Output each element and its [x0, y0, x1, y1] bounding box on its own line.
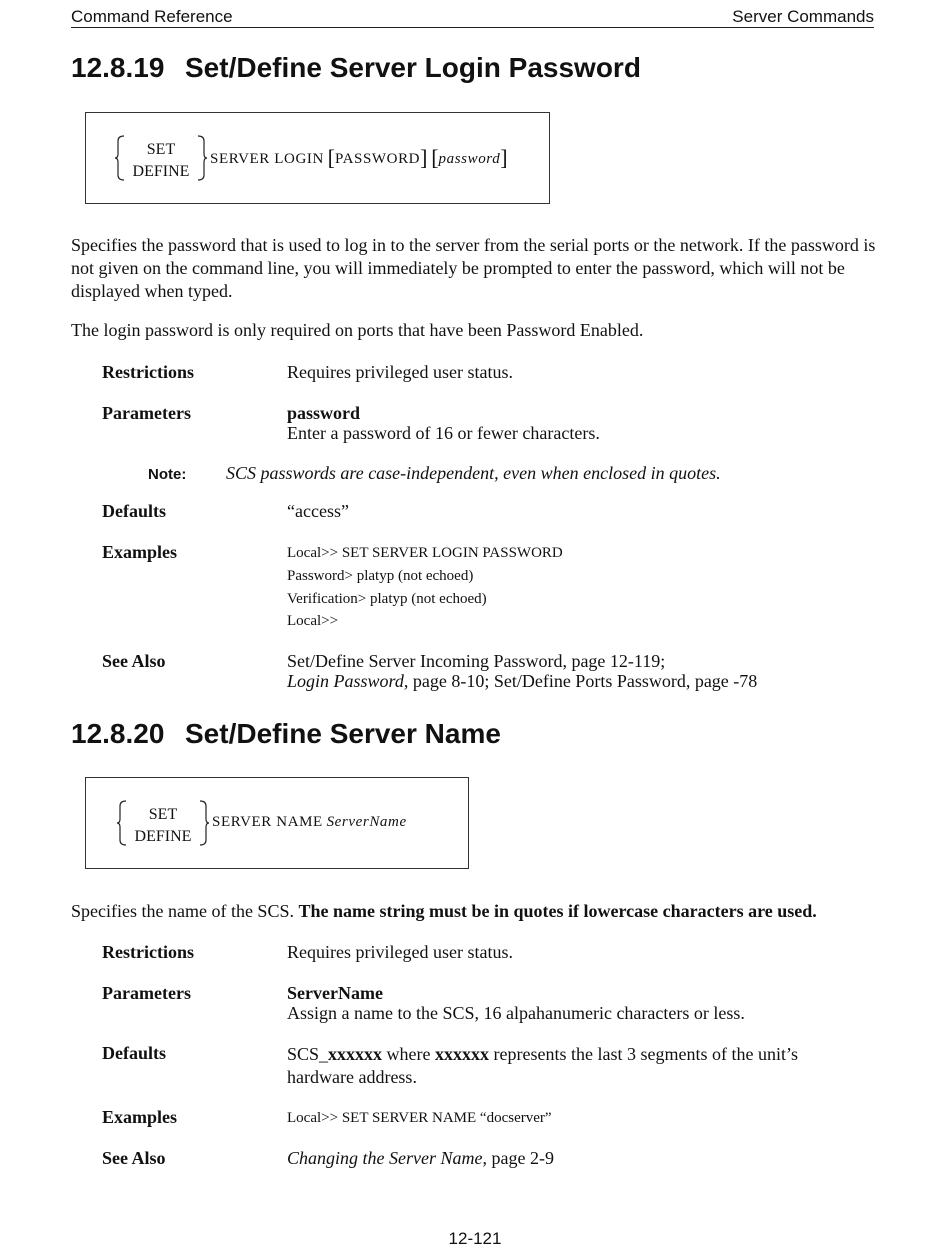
command-text: SERVER LOGIN: [210, 151, 324, 167]
right-brace-icon: [196, 135, 208, 181]
description-paragraph: Specifies the password that is used to log in to the server from the serial ports or the network. If the password is not given on the command line, you will immediately be prompted to enter the password, which will not be displayed when typed.: [71, 235, 876, 301]
section-number: 12.8.19: [71, 52, 165, 83]
keyword-define: DEFINE: [132, 163, 190, 180]
header-left: Command Reference: [71, 7, 233, 26]
example-line: Local>>: [287, 613, 339, 629]
syntax-box: [85, 112, 550, 204]
parameter-name: ServerName: [287, 983, 383, 1003]
see-also-title: Login Password: [287, 671, 404, 691]
section-title: Set/Define Server Login Password: [185, 52, 641, 83]
parameters-block: [287, 403, 867, 443]
restrictions-label: Restrictions: [102, 942, 194, 962]
parameters-block: [287, 983, 867, 1023]
parameter-description: Enter a password of 16 or fewer characters.: [287, 423, 600, 443]
command-text: SERVER NAME: [212, 814, 323, 830]
keyword-set: SET: [148, 806, 178, 823]
argument-servername: ServerName: [326, 814, 407, 830]
syntax-command: [212, 814, 407, 831]
section-number: 12.8.20: [71, 718, 165, 749]
see-also-reference: Set/Define Server Incoming Password, page 12-119;: [287, 651, 666, 671]
emphasis-text: The name string must be in quotes if lowercase characters are used.: [298, 901, 817, 921]
section-heading: [71, 52, 641, 84]
option-password-keyword: PASSWORD: [335, 151, 421, 167]
restrictions-text: Requires privileged user status.: [287, 362, 513, 382]
parameters-label: Parameters: [102, 403, 191, 423]
restrictions-label: Restrictions: [102, 362, 194, 382]
note-label: Note:: [148, 466, 187, 483]
parameters-label: Parameters: [102, 983, 191, 1003]
example-line: Password> platyp (not echoed): [287, 568, 474, 584]
examples-label: Examples: [102, 1107, 178, 1127]
keyword-define: DEFINE: [134, 828, 192, 845]
example-line: Verification> platyp (not echoed): [287, 591, 487, 607]
parameter-description: Assign a name to the SCS, 16 alpahanumeric characters or less.: [287, 1003, 745, 1023]
section-title: Set/Define Server Name: [185, 718, 501, 749]
see-also-reference: Login Password, page 8-10; Set/Define Ports Password, page -78: [287, 671, 758, 691]
page-number: 12-121: [448, 1229, 502, 1248]
section-heading: [71, 718, 501, 750]
syntax-command: SERVER LOGIN [PASSWORD] [password]: [210, 145, 508, 170]
see-also-label: See Also: [102, 651, 166, 671]
restrictions-text: Requires privileged user status.: [287, 942, 513, 962]
left-brace-icon: [114, 135, 126, 181]
example-line: Local>> SET SERVER NAME “docserver”: [287, 1110, 552, 1126]
example-line: Local>> SET SERVER LOGIN PASSWORD: [287, 545, 563, 561]
see-also-block: [287, 651, 867, 691]
examples-label: Examples: [102, 542, 178, 562]
parameter-name: password: [287, 403, 361, 423]
description-paragraph: Specifies the name of the SCS. The name string must be in quotes if lowercase characters are used.: [71, 901, 817, 921]
see-also-label: See Also: [102, 1148, 166, 1168]
header-right: Server Commands: [732, 7, 874, 26]
left-brace-icon: [116, 800, 128, 846]
see-also-reference: Changing the Server Name, page 2-9: [287, 1148, 554, 1168]
defaults-label: Defaults: [102, 1043, 166, 1063]
running-header: [71, 7, 874, 28]
defaults-label: Defaults: [102, 501, 166, 521]
option-password-value: password: [438, 151, 501, 167]
defaults-text: “access”: [287, 501, 349, 521]
description-paragraph: The login password is only required on ports that have been Password Enabled.: [71, 320, 644, 340]
see-also-title: Changing the Server Name: [287, 1148, 483, 1168]
right-brace-icon: [198, 800, 210, 846]
defaults-text: SCS_xxxxxx where xxxxxx represents the last 3 segments of the unit’s hardware address.: [287, 1044, 798, 1087]
syntax-box: [85, 777, 469, 869]
keyword-set: SET: [146, 141, 176, 158]
note-text: SCS passwords are case-independent, even when enclosed in quotes.: [226, 463, 721, 483]
